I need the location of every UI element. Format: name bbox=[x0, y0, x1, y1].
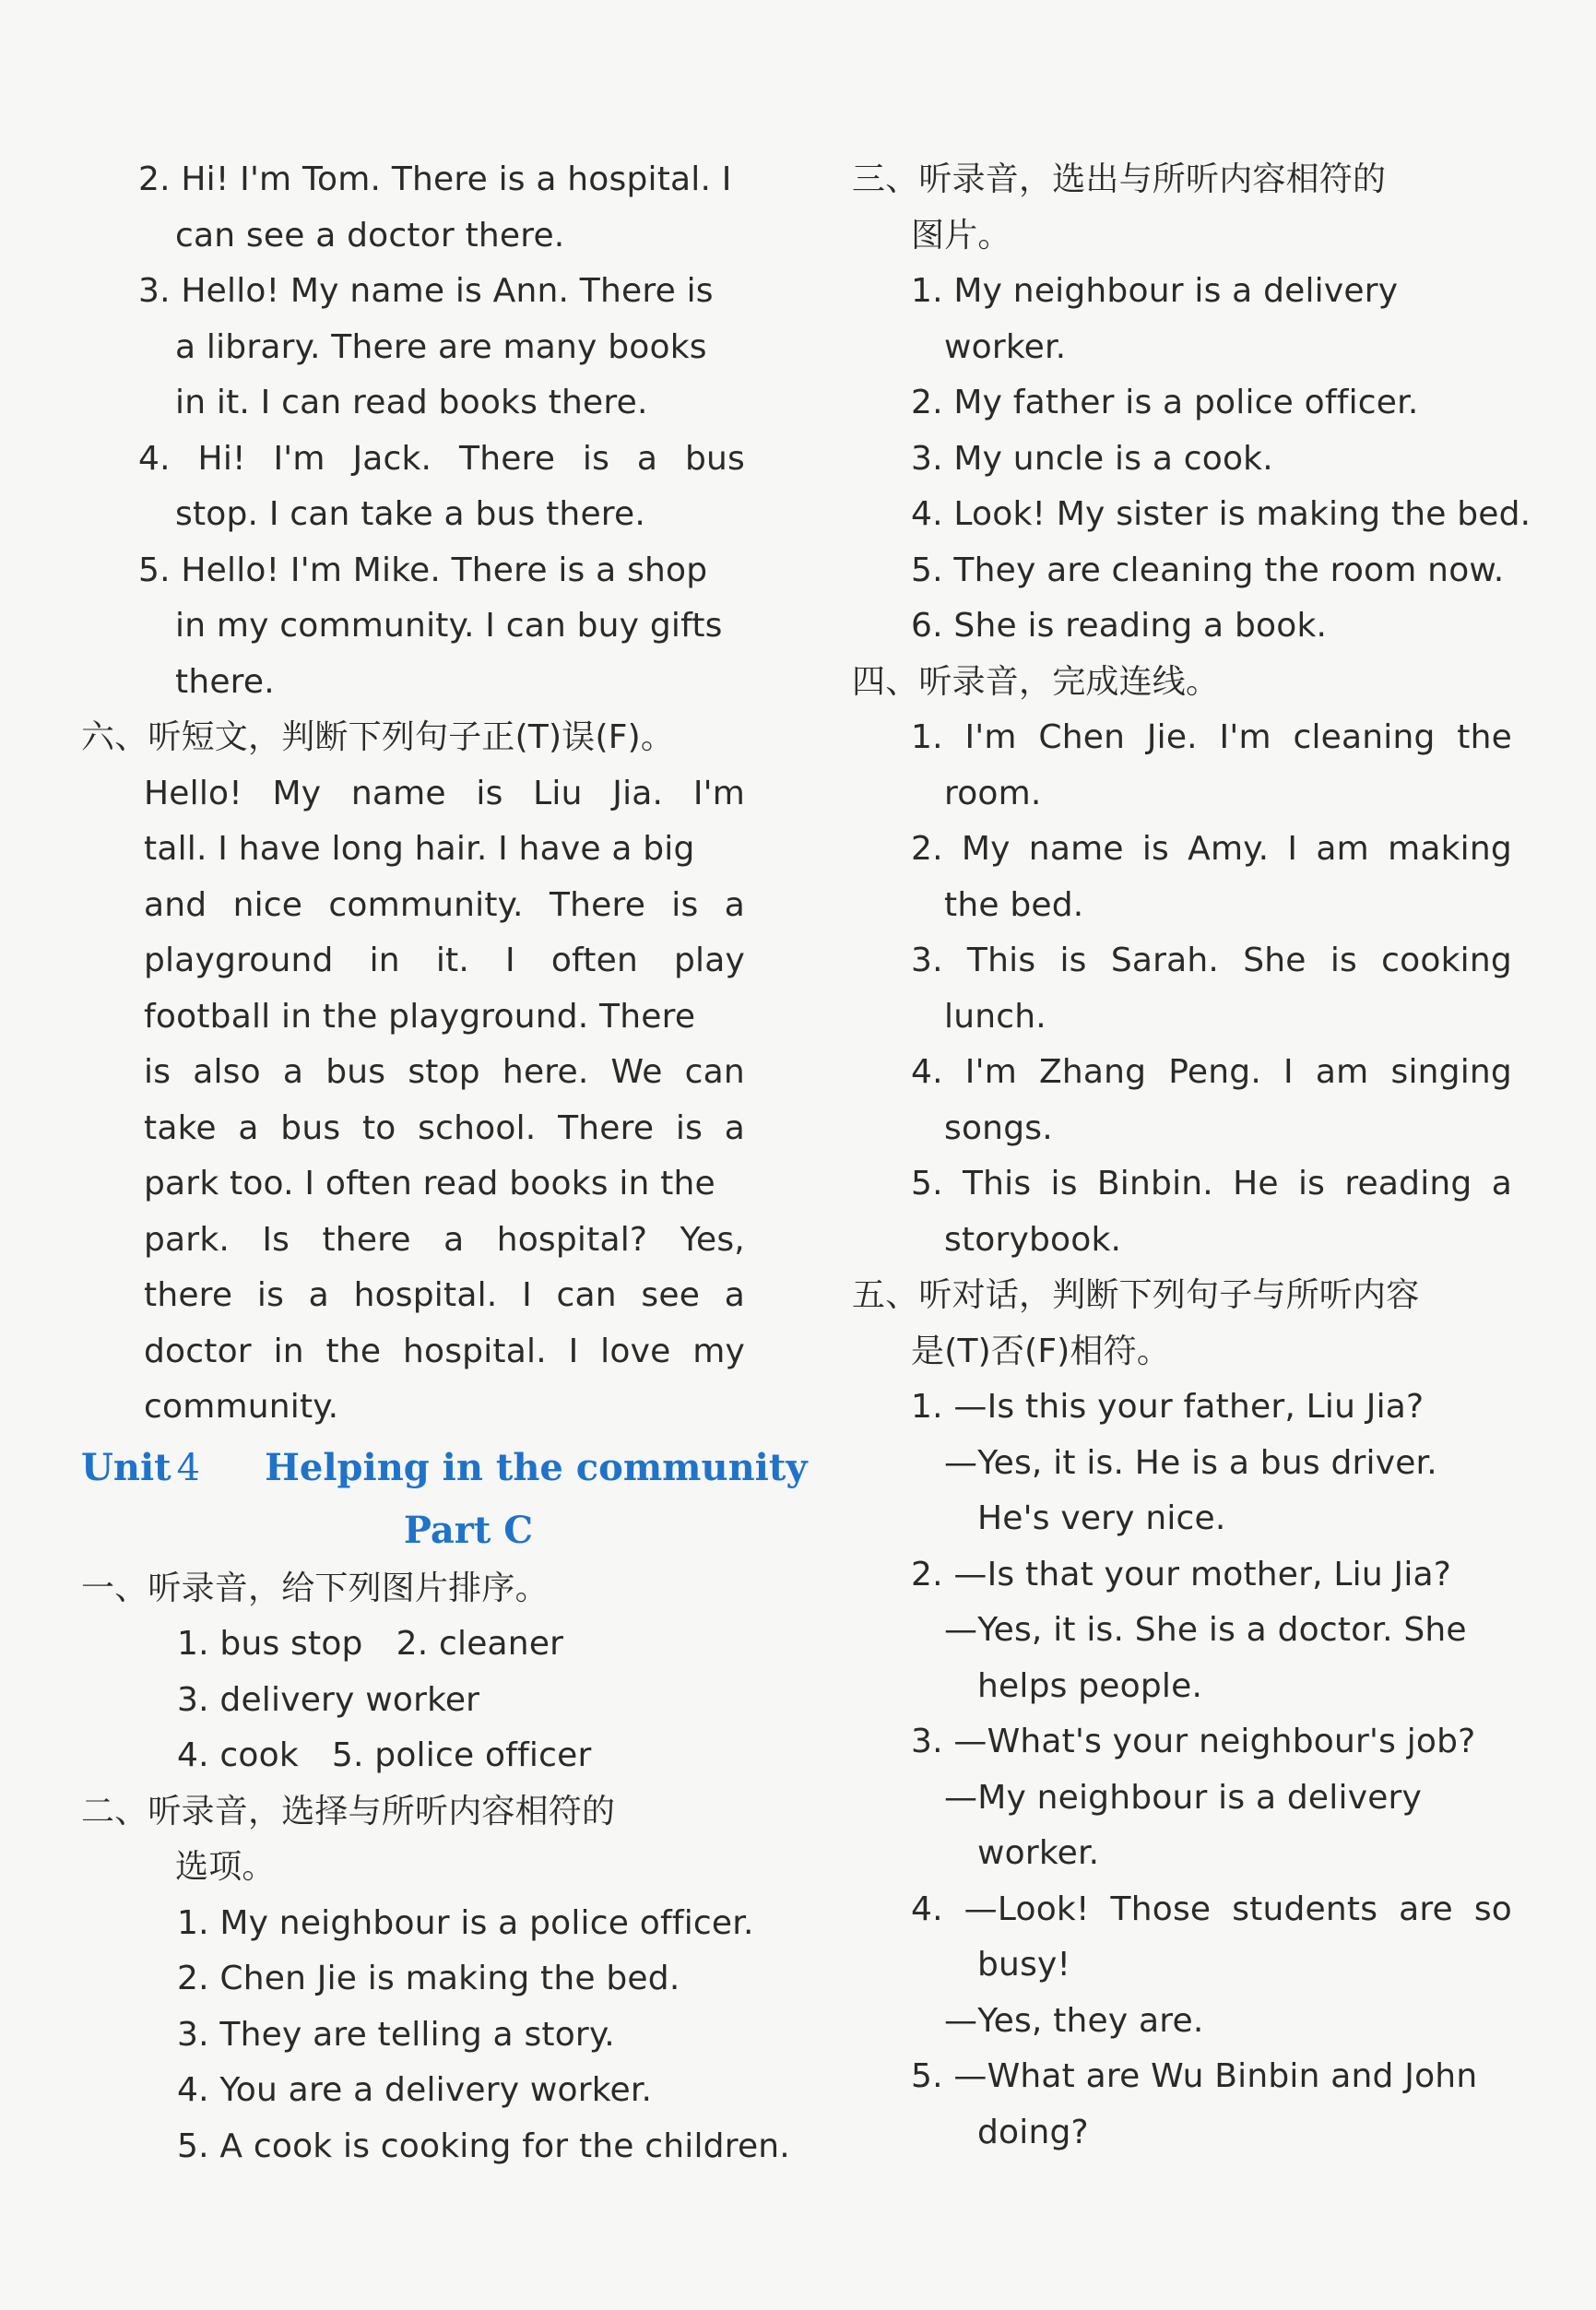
line-text: 3. Hello! My name is Ann. There is bbox=[138, 272, 714, 310]
line-text: —Yes, it is. He is a bus driver. bbox=[944, 1443, 1437, 1482]
word: is bbox=[1330, 942, 1357, 979]
word: my bbox=[692, 1332, 745, 1370]
answer-line bbox=[848, 487, 1531, 543]
answer-line bbox=[848, 1771, 1512, 1827]
word: I'm bbox=[1219, 718, 1271, 756]
word: is bbox=[144, 1053, 171, 1091]
word: school. bbox=[418, 1108, 537, 1147]
answer-line bbox=[848, 320, 1512, 376]
word: students bbox=[1232, 1889, 1378, 1928]
line-text: a library. There are many books bbox=[175, 327, 707, 366]
word: There bbox=[558, 1108, 655, 1147]
word: There bbox=[549, 885, 646, 924]
word: doctor bbox=[144, 1332, 252, 1370]
answer-line bbox=[848, 710, 1512, 766]
word: 2. bbox=[911, 830, 943, 868]
word: He bbox=[1233, 1165, 1279, 1202]
word: name bbox=[1028, 830, 1124, 868]
word: love bbox=[600, 1332, 671, 1370]
word: Hi! bbox=[197, 439, 246, 478]
answer-line bbox=[848, 933, 1512, 989]
word: the bbox=[1457, 718, 1512, 756]
word: a bbox=[636, 439, 658, 478]
word: I bbox=[1283, 1053, 1294, 1091]
word: Zhang bbox=[1039, 1053, 1147, 1091]
answer-line bbox=[81, 1951, 745, 2008]
section-heading bbox=[848, 152, 1512, 208]
section-heading bbox=[81, 1561, 745, 1617]
answer-line bbox=[81, 1840, 745, 1896]
line-text: 5. A cook is cooking for the children. bbox=[177, 2126, 790, 2165]
answer-line bbox=[81, 1045, 745, 1101]
word: to bbox=[361, 1108, 396, 1147]
answer-line bbox=[81, 878, 745, 934]
answer-line bbox=[81, 264, 745, 320]
word: name bbox=[350, 774, 446, 812]
word: are bbox=[1399, 1889, 1453, 1928]
part-heading: Part C bbox=[403, 1508, 534, 1552]
answer-line bbox=[848, 989, 1512, 1046]
word: making bbox=[1388, 830, 1512, 868]
word: is bbox=[675, 1108, 703, 1147]
answer-line bbox=[81, 1896, 754, 1952]
answer-line bbox=[81, 320, 745, 376]
line-text: 6. She is reading a book. bbox=[911, 607, 1328, 645]
word: is bbox=[1050, 1165, 1078, 1202]
line-text: 是(T)否(F)相符。 bbox=[911, 1332, 1171, 1370]
line-text: 4. cook bbox=[177, 1736, 299, 1774]
line-text: —Yes, they are. bbox=[944, 2001, 1204, 2040]
line-text: storybook. bbox=[944, 1220, 1122, 1259]
line-text: 二、听录音，选择与所听内容相符的 bbox=[81, 1792, 616, 1830]
word: 4. bbox=[138, 439, 171, 478]
word: can bbox=[556, 1276, 617, 1314]
word: can bbox=[684, 1053, 745, 1091]
word: here. bbox=[502, 1053, 589, 1091]
word: playground bbox=[144, 942, 334, 979]
word: a bbox=[282, 1053, 304, 1091]
word: is bbox=[582, 439, 610, 478]
line-text: worker. bbox=[944, 327, 1067, 366]
answer-line bbox=[848, 375, 1512, 432]
section-heading bbox=[81, 710, 745, 766]
answer-line bbox=[848, 543, 1512, 599]
word: take bbox=[144, 1108, 217, 1147]
answer-line bbox=[848, 822, 1512, 878]
word: am bbox=[1315, 1053, 1369, 1091]
right-section-answers bbox=[848, 152, 1531, 2161]
answer-line bbox=[81, 1673, 745, 1729]
word: so bbox=[1473, 1889, 1512, 1928]
word: bus bbox=[280, 1108, 341, 1147]
word: hospital? bbox=[496, 1220, 648, 1259]
answer-line bbox=[81, 1101, 745, 1157]
line-text: 2. cleaner bbox=[396, 1625, 564, 1663]
word: Chen bbox=[1038, 718, 1126, 756]
line-text: 5. —What are Wu Binbin and John bbox=[911, 2057, 1478, 2095]
word: is bbox=[1059, 942, 1087, 979]
word: often bbox=[550, 942, 638, 979]
word: is bbox=[1297, 1165, 1326, 1202]
word: am bbox=[1316, 830, 1369, 868]
word: I bbox=[522, 1276, 532, 1314]
word: This bbox=[966, 942, 1036, 979]
answer-line bbox=[848, 2049, 1512, 2105]
word: singing bbox=[1390, 1053, 1512, 1091]
answer-line bbox=[848, 1491, 1512, 1547]
word: cleaning bbox=[1293, 718, 1436, 756]
line-text: can see a doctor there. bbox=[175, 216, 565, 255]
unit-title: Helping in the community bbox=[265, 1445, 808, 1489]
line-text: 4. Look! My sister is making the bed. bbox=[911, 495, 1531, 533]
word: Hello! bbox=[144, 774, 242, 812]
answer-line bbox=[81, 487, 745, 543]
answer-line bbox=[81, 1268, 745, 1324]
unit-heading bbox=[81, 1436, 808, 1500]
answer-line bbox=[848, 2105, 1512, 2162]
word: Liu bbox=[533, 774, 583, 812]
word: Jack. bbox=[352, 439, 432, 478]
word: 1. bbox=[911, 718, 943, 756]
word: see bbox=[641, 1276, 701, 1314]
section-heading bbox=[848, 655, 1512, 711]
word: community. bbox=[328, 885, 524, 924]
answer-line bbox=[81, 375, 745, 432]
word: cooking bbox=[1381, 942, 1512, 979]
word: there bbox=[144, 1276, 233, 1314]
right-column bbox=[848, 152, 1531, 2161]
word: My bbox=[272, 774, 322, 812]
line-text: 六、听短文，判断下列句子正(T)误(F)。 bbox=[81, 718, 675, 756]
line-text: 1. bus stop bbox=[177, 1625, 363, 1663]
word: is bbox=[1141, 830, 1170, 868]
line-text: 3. —What's your neighbour's job? bbox=[911, 1723, 1476, 1760]
line-text: 5. Hello! I'm Mike. There is a shop bbox=[138, 551, 708, 589]
word: This bbox=[962, 1165, 1032, 1202]
line-text: 2. —Is that your mother, Liu Jia? bbox=[911, 1555, 1452, 1593]
word: bus bbox=[684, 439, 745, 478]
line-text: 3. They are telling a story. bbox=[177, 2015, 615, 2054]
word: the bbox=[325, 1332, 382, 1370]
word: I bbox=[504, 942, 515, 979]
line-text: 四、听录音，完成连线。 bbox=[852, 662, 1220, 701]
word: a bbox=[724, 1276, 745, 1314]
line-text: He's very nice. bbox=[977, 1499, 1226, 1537]
answer-line bbox=[848, 766, 1512, 823]
line-text: 5. They are cleaning the room now. bbox=[911, 551, 1505, 589]
word: is bbox=[671, 885, 699, 924]
line-text: songs. bbox=[944, 1108, 1053, 1147]
answer-line bbox=[848, 1045, 1512, 1101]
word: in bbox=[273, 1332, 304, 1370]
line-text: helps people. bbox=[977, 1666, 1203, 1705]
answer-line bbox=[81, 152, 745, 208]
line-text: 2. Chen Jie is making the bed. bbox=[177, 1960, 680, 1997]
answer-line bbox=[848, 432, 1512, 488]
word: is bbox=[256, 1276, 285, 1314]
line-text: 2. Hi! I'm Tom. There is a hospital. I bbox=[138, 160, 732, 198]
line-text: community. bbox=[144, 1388, 339, 1426]
word: also bbox=[193, 1053, 261, 1091]
answer-line bbox=[81, 1728, 745, 1784]
line-text: football in the playground. There bbox=[144, 997, 696, 1036]
word: play bbox=[673, 942, 745, 979]
word: hospital. bbox=[353, 1276, 498, 1314]
word: a bbox=[724, 1108, 745, 1147]
answer-line bbox=[848, 1994, 1512, 2050]
answer-line bbox=[81, 1213, 745, 1269]
word: She bbox=[1243, 942, 1306, 979]
word: a bbox=[308, 1276, 329, 1314]
answer-line bbox=[848, 1603, 1512, 1659]
word: Binbin. bbox=[1096, 1165, 1213, 1202]
word: —Look! bbox=[964, 1889, 1090, 1928]
word: I bbox=[568, 1332, 579, 1370]
answer-line bbox=[81, 822, 745, 878]
word: Is bbox=[262, 1220, 290, 1259]
line-text: in it. I can read books there. bbox=[175, 384, 648, 421]
answer-line bbox=[81, 766, 745, 823]
line-text: —My neighbour is a delivery bbox=[944, 1778, 1423, 1817]
left-column bbox=[81, 152, 808, 2174]
word: Jia. bbox=[612, 774, 664, 812]
answer-line bbox=[848, 878, 1512, 934]
line-text: stop. I can take a bus there. bbox=[175, 495, 645, 533]
line-text: 图片。 bbox=[911, 216, 1011, 255]
line-text: 4. You are a delivery worker. bbox=[177, 2071, 653, 2109]
answer-line bbox=[848, 1436, 1512, 1492]
word: 4. bbox=[911, 1053, 943, 1091]
answer-line bbox=[848, 1547, 1512, 1604]
word: I'm bbox=[964, 718, 1017, 756]
word: I'm bbox=[692, 774, 745, 812]
word: 4. bbox=[911, 1889, 943, 1928]
answer-line bbox=[81, 208, 745, 265]
word: Jie. bbox=[1146, 718, 1198, 756]
section-heading bbox=[848, 1268, 1512, 1324]
line-text: tall. I have long hair. I have a big bbox=[144, 830, 695, 868]
word: and bbox=[144, 885, 207, 924]
answer-line bbox=[848, 1937, 1512, 1994]
line-text: 一、听录音，给下列图片排序。 bbox=[81, 1569, 549, 1607]
word: reading bbox=[1344, 1165, 1472, 1202]
answer-line bbox=[81, 1380, 745, 1436]
answer-line bbox=[848, 1380, 1512, 1436]
answer-line bbox=[81, 2119, 790, 2175]
answer-line bbox=[848, 1324, 1512, 1380]
answer-line bbox=[81, 1324, 745, 1380]
word: Yes, bbox=[680, 1220, 745, 1259]
word: park. bbox=[144, 1220, 231, 1259]
word: 5. bbox=[911, 1165, 943, 1202]
word: Sarah. bbox=[1110, 942, 1220, 979]
line-text: 2. My father is a police officer. bbox=[911, 384, 1419, 421]
line-text: in my community. I can buy gifts bbox=[175, 607, 723, 645]
line-text: 三、听录音，选出与所听内容相符的 bbox=[852, 160, 1387, 198]
answer-line bbox=[848, 208, 1512, 265]
answer-line bbox=[848, 264, 1512, 320]
line-text: 五、听对话，判断下列句子与所听内容 bbox=[852, 1276, 1420, 1314]
line-text: 3. delivery worker bbox=[177, 1680, 480, 1719]
answer-line bbox=[81, 1156, 745, 1213]
word: I'm bbox=[964, 1053, 1017, 1091]
line-text: 1. —Is this your father, Liu Jia? bbox=[911, 1388, 1425, 1426]
word: is bbox=[476, 774, 503, 812]
unit-word: Unit bbox=[81, 1445, 171, 1489]
line-text: busy! bbox=[977, 1946, 1071, 1984]
answer-line bbox=[81, 598, 745, 655]
word: Amy. bbox=[1188, 830, 1270, 868]
answer-line bbox=[81, 2008, 745, 2064]
word: I'm bbox=[273, 439, 325, 478]
line-text: the bed. bbox=[944, 885, 1084, 924]
word: a bbox=[724, 885, 745, 924]
left-section-part-c bbox=[81, 1561, 790, 2175]
answer-line bbox=[848, 1101, 1512, 1157]
word: a bbox=[1491, 1165, 1512, 1202]
word: there bbox=[322, 1220, 411, 1259]
word: Peng. bbox=[1168, 1053, 1261, 1091]
line-text: 5. police officer bbox=[331, 1736, 592, 1774]
word: Those bbox=[1110, 1889, 1212, 1928]
left-section-listening-answers bbox=[81, 152, 745, 1436]
answer-line bbox=[81, 989, 745, 1046]
answer-line bbox=[848, 1826, 1512, 1882]
word: a bbox=[238, 1108, 259, 1147]
word: There bbox=[459, 439, 556, 478]
answer-line bbox=[848, 1714, 1512, 1771]
word: I bbox=[1287, 830, 1298, 868]
answer-line bbox=[81, 655, 745, 711]
line-text: —Yes, it is. She is a doctor. She bbox=[944, 1611, 1467, 1649]
unit-number: 4 bbox=[176, 1446, 201, 1489]
answer-line bbox=[848, 1156, 1512, 1213]
section-heading bbox=[81, 1784, 745, 1841]
word: hospital. bbox=[402, 1332, 547, 1370]
answer-line bbox=[81, 933, 745, 989]
word: We bbox=[610, 1053, 663, 1091]
line-text: 选项。 bbox=[175, 1848, 276, 1886]
answer-line bbox=[848, 1659, 1512, 1715]
line-text: there. bbox=[175, 662, 275, 701]
line-text: lunch. bbox=[944, 997, 1046, 1036]
line-text: room. bbox=[944, 774, 1042, 812]
answer-line bbox=[848, 1213, 1512, 1269]
word: a bbox=[443, 1220, 465, 1259]
answer-line bbox=[81, 543, 745, 599]
word: stop bbox=[408, 1053, 480, 1091]
line-text: 1. My neighbour is a police officer. bbox=[177, 1903, 754, 1942]
line-text: park too. I often read books in the bbox=[144, 1165, 715, 1202]
line-text: doing? bbox=[977, 2113, 1089, 2151]
answer-line bbox=[81, 432, 745, 488]
answer-line bbox=[848, 598, 1512, 655]
word: 3. bbox=[911, 942, 943, 979]
answer-line bbox=[848, 1882, 1512, 1938]
word: bus bbox=[325, 1053, 386, 1091]
word: in bbox=[369, 942, 400, 979]
word: nice bbox=[232, 885, 303, 924]
answer-line bbox=[81, 1617, 745, 1673]
word: My bbox=[961, 830, 1011, 868]
line-text: 3. My uncle is a cook. bbox=[911, 439, 1273, 478]
word: it. bbox=[435, 942, 469, 979]
line-text: 1. My neighbour is a delivery bbox=[911, 272, 1399, 310]
line-text: worker. bbox=[977, 1834, 1100, 1872]
answer-line bbox=[81, 2063, 745, 2119]
